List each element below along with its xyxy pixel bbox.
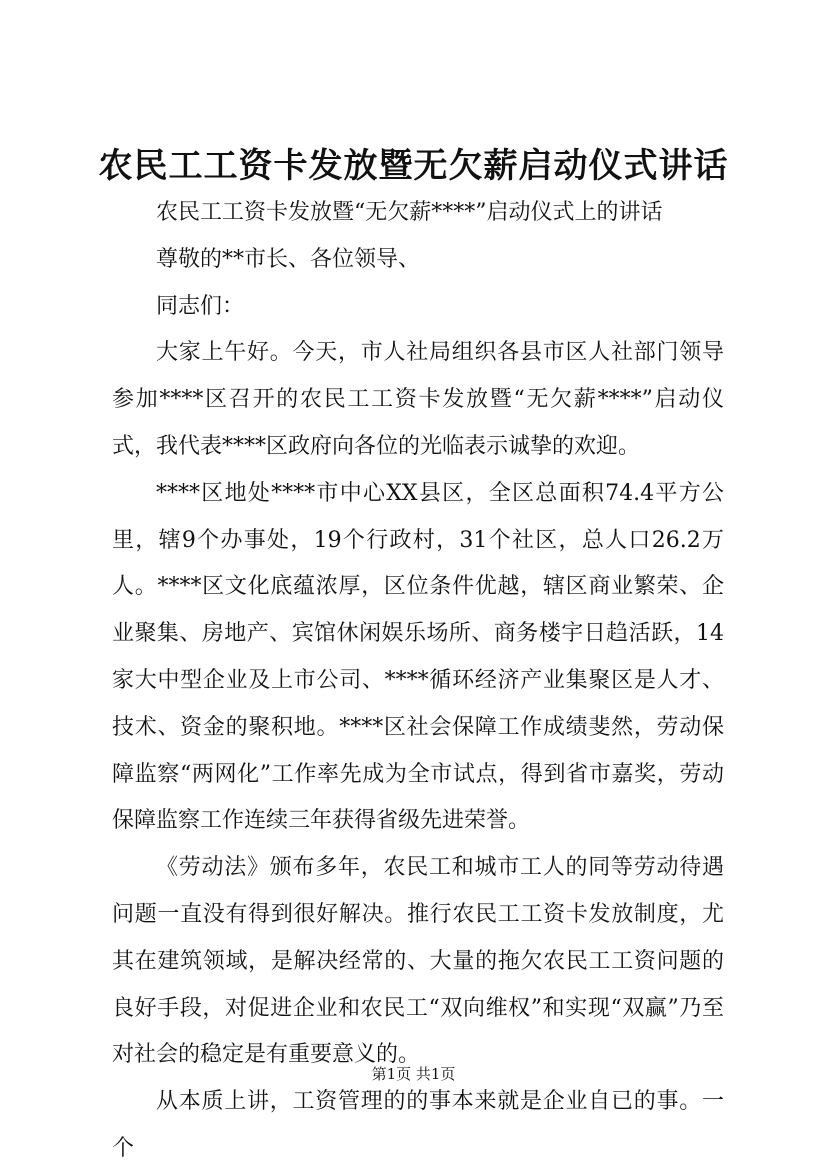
body-paragraph-greeting: 同志们： [156, 293, 245, 319]
page-footer: 第1页 共1页 [371, 1065, 456, 1083]
body-paragraph-wage-management: 从本质上讲，工资管理的的事本来就是企业自已的事。一个 [112, 1089, 724, 1161]
document-body [112, 190, 724, 1173]
body-paragraph-district-overview: ****区地处****市中心XX县区，全区总面积74.4平方公里，辖9个办事处，19个行政村，31个社区，总人口26.2万人。****区文化底蕴浓厚，区位条件优越，辖区商业繁荣、企业聚集、房地产、宾馆休闲娱乐场所、商务楼宇日趋活跃，14家大中型企业及上市公司、****循环经济产业集聚区是人才、技术、资金的聚积地。****区社会保障工作成绩斐然，劳动保障监察“两网化”工作率先成为全市试点，得到省市嘉奖，劳动保障监察工作连续三年获得省级先进荣誉。 [112, 480, 724, 834]
body-paragraph-subtitle: 农民工工资卡发放暨“无欠薪****”启动仪式上的讲话 [156, 200, 663, 225]
document-title: 农民工工资卡发放暨无欠薪启动仪式讲话 [98, 146, 729, 186]
body-paragraph-salutation: 尊敬的**市长、各位领导、 [156, 246, 421, 272]
body-paragraph-labor-law: 《劳动法》颁布多年，农民工和城市工人的同等劳动待遇问题一直没有得到很好解决。推行农民工工资卡发放制度，尤其在建筑领域，是解决经常的、大量的拖欠农民工工资问题的良好手段，对促进企业和农民工“双向维权”和实现“双赢”乃至对社会的稳定是有重要意义的。 [112, 855, 724, 1068]
body-paragraph-welcome: 大家上午好。今天，市人社局组织各县市区人社部门领导参加****区召开的农民工工资卡发放暨“无欠薪****”启动仪式，我代表****区政府向各位的光临表示诚挚的欢迎。 [112, 340, 724, 459]
